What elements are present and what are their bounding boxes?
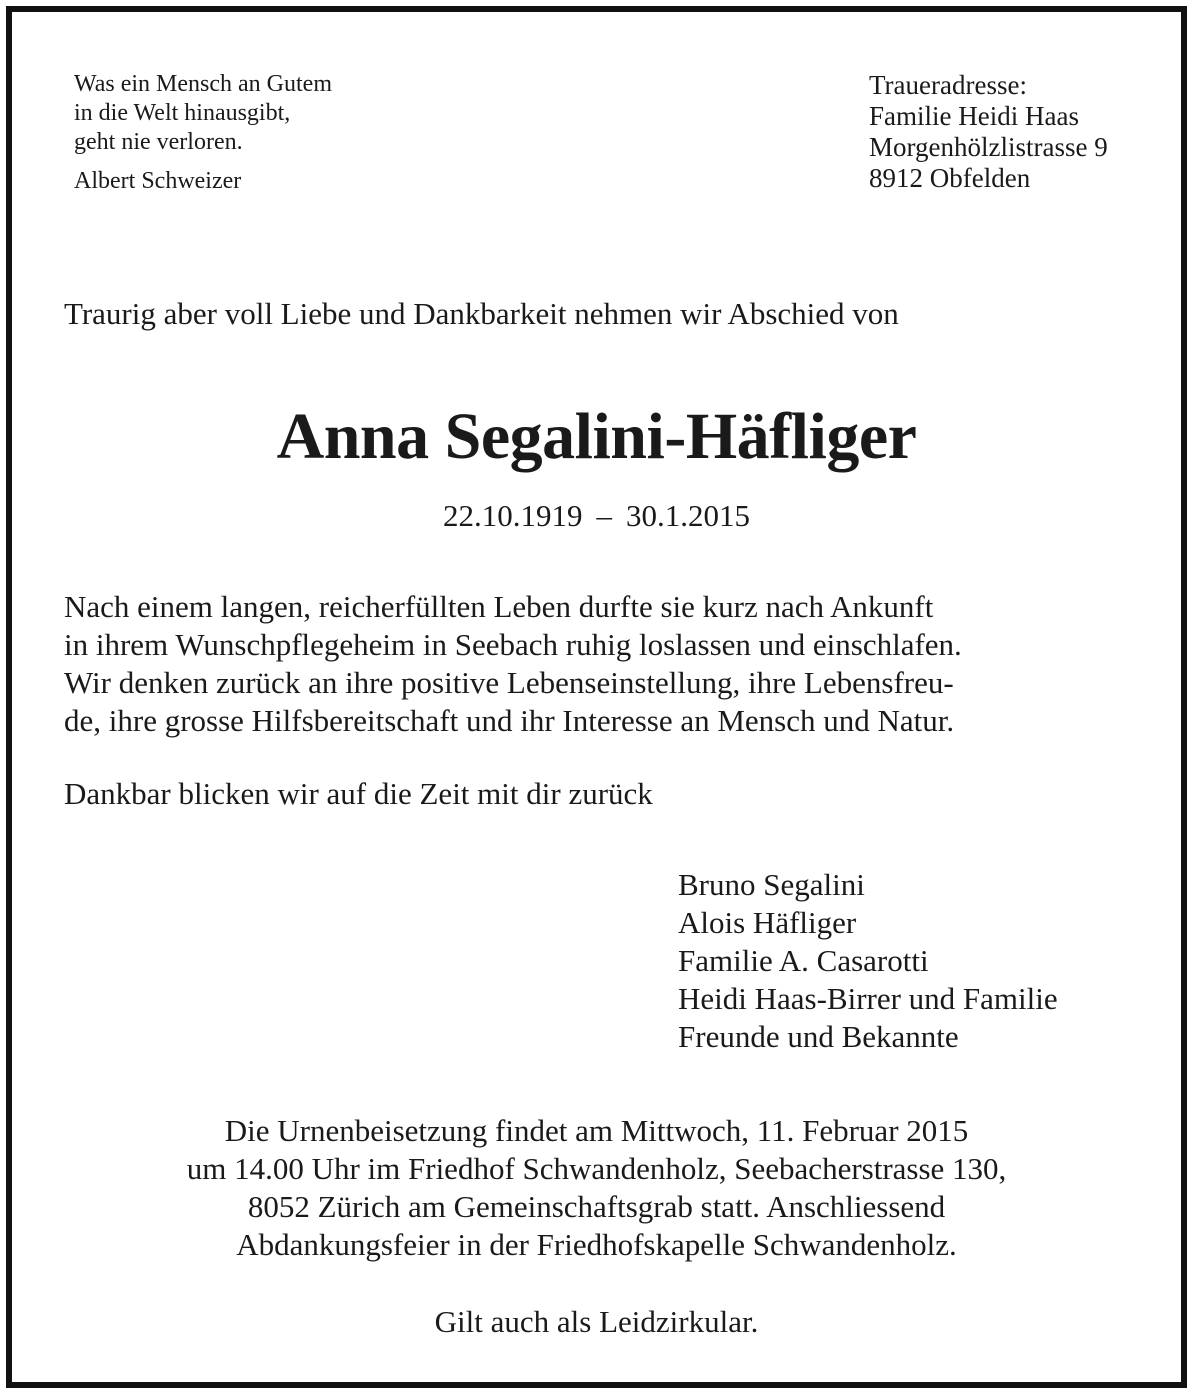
quote-line: in die Welt hinausgibt, xyxy=(74,100,291,126)
mourner-name: Familie A. Casarotti xyxy=(678,943,929,978)
paragraph-line: Wir denken zurück an ihre positive Lebenseinstellung, ihre Lebensfreu- xyxy=(64,665,954,700)
address-line: 8912 Obfelden xyxy=(869,163,1031,193)
address-line: Familie Heidi Haas xyxy=(869,101,1079,131)
tribute-paragraph xyxy=(64,588,962,740)
quote-author: Albert Schweizer xyxy=(74,168,242,194)
quote-line: Was ein Mensch an Gutem xyxy=(74,71,332,97)
ceremony-line: 8052 Zürich am Gemeinschaftsgrab statt. Anschliessend xyxy=(247,1189,946,1224)
mourner-name: Freunde und Bekannte xyxy=(678,1019,959,1054)
mourning-address xyxy=(869,70,1108,194)
life-dates xyxy=(0,496,1193,536)
address-line: Morgenhölzlistrasse 9 xyxy=(869,132,1108,162)
date-separator: – xyxy=(596,498,612,533)
mourners-list xyxy=(678,866,1058,1056)
address-heading: Traueradresse: xyxy=(869,70,1027,100)
circular-note: Gilt auch als Leidzirkular. xyxy=(434,1304,759,1339)
ceremony-line: Die Urnenbeisetzung findet am Mittwoch, 11. Februar 2015 xyxy=(224,1113,969,1148)
birth-date: 22.10.1919 xyxy=(443,498,583,533)
intro-text: Traurig aber voll Liebe und Dankbarkeit nehmen wir Abschied von xyxy=(64,296,899,331)
mourner-name: Heidi Haas-Birrer und Familie xyxy=(678,981,1058,1016)
quote-line: geht nie verloren. xyxy=(74,129,243,155)
paragraph-line: in ihrem Wunschpflegeheim in Seebach ruhig loslassen und einschlafen. xyxy=(64,627,962,662)
deceased-name: Anna Segalini-Häfliger xyxy=(276,400,917,473)
paragraph-line: Nach einem langen, reicherfüllten Leben durfte sie kurz nach Ankunft xyxy=(64,589,934,624)
paragraph-line: de, ihre grosse Hilfsbereitschaft und ihr Interesse an Mensch und Natur. xyxy=(64,703,955,738)
ceremony-line: um 14.00 Uhr im Friedhof Schwandenholz, Seebacherstrasse 130, xyxy=(186,1151,1007,1186)
ceremony-line: Abdankungsfeier in der Friedhofskapelle Schwandenholz. xyxy=(236,1227,957,1262)
mourner-name: Bruno Segalini xyxy=(678,867,865,902)
death-date: 30.1.2015 xyxy=(626,498,750,533)
gratitude-line: Dankbar blicken wir auf die Zeit mit dir zurück xyxy=(64,776,653,811)
ceremony-details xyxy=(0,1112,1193,1264)
memorial-quote xyxy=(74,70,332,196)
mourner-name: Alois Häfliger xyxy=(678,905,857,940)
